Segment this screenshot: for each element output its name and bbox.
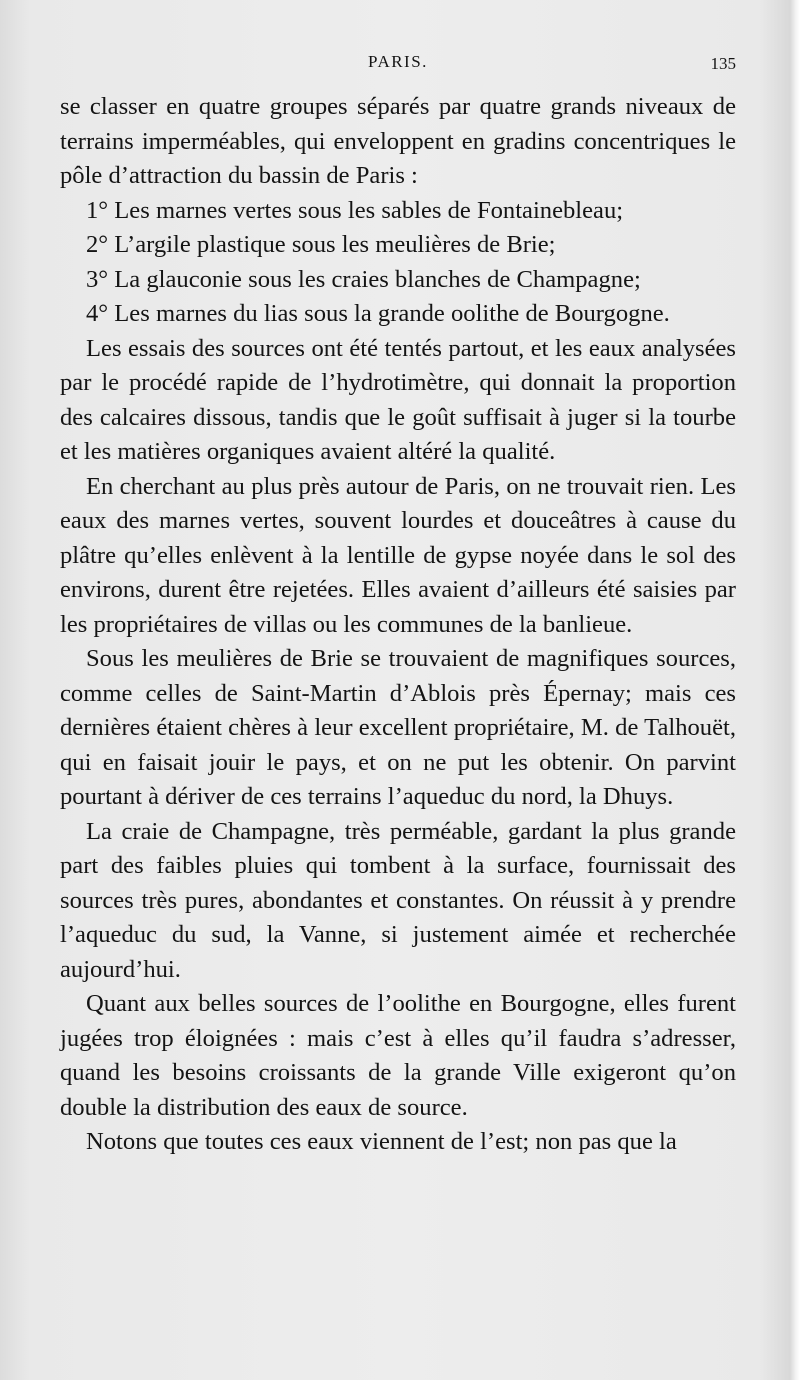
paragraph-continuation: se classer en quatre groupes séparés par quatre grands niveaux de terrains imperméables, qui enveloppent en gradins concentriques le pôle d’attraction du bassin de Paris : — [60, 93, 736, 189]
list-item-argile-plastique: 2° L’argile plastique sous les meulières de Brie; — [86, 231, 556, 258]
list-item-glauconie: 3° La glauconie sous les craies blanches de Champagne; — [86, 265, 641, 293]
page-number: 135 — [710, 54, 736, 73]
list-item-marnes-vertes: 1° Les marnes vertes sous les sables de Fontainebleau; — [86, 196, 624, 224]
paragraph-craie: La craie de Champagne, très perméable, gardant la plus grande part des faibles pluies qui tombent à la surface, fournissait des sources très pures, abondantes et constantes. On réussit à y prendre l’aqueduc du sud, la Vanne, si justement aimée et recherchée aujourd’hui. — [60, 817, 736, 983]
page-header — [60, 48, 736, 78]
paragraph-essais: Les essais des sources ont été tentés partout, et les eaux analysées par le procédé rapide de l’hydrotimètre, qui donnait la proportion des calcaires dissous, tandis que le goût suffisait à juger si la tourbe et les matières organiques avaient altéré la qualité. — [60, 334, 736, 465]
paragraph-oolithe: Quant aux belles sources de l’oolithe en Bourgogne, elles furent jugées trop éloignées : mais c’est à elles qu’il faudra s’adresser, quand les besoins croissants de la grande Ville exigeront qu’on double la distribution des eaux de source. — [60, 990, 736, 1121]
running-head: PARIS. — [368, 52, 428, 71]
body-text — [60, 90, 736, 1160]
list-item-marnes-lias: 4° Les marnes du lias sous la grande oolithe de Bourgogne. — [86, 300, 670, 327]
paragraph-en-cherchant: En cherchant au plus près autour de Paris, on ne trouvait rien. Les eaux des marnes vertes, souvent lourdes et douceâtres à cause du plâtre qu’elles enlèvent à la lentille de gypse noyée dans le sol des environs, durent être rejetées. Elles avaient d’ailleurs été saisies par les propriétaires de villas ou les communes de la banlieue. — [60, 472, 736, 638]
paragraph-notons: Notons que toutes ces eaux viennent de l’est; non pas que la — [86, 1128, 677, 1155]
paragraph-meulieres: Sous les meulières de Brie se trouvaient de magnifiques sources, comme celles de Saint-Martin d’Ablois près Épernay; mais ces dernières étaient chères à leur excellent propriétaire, M. de Talhouët, qui en faisait jouir le pays, et on ne put les obtenir. On parvint pourtant à dériver de ces terrains l’aqueduc du nord, la Dhuys. — [60, 645, 736, 810]
